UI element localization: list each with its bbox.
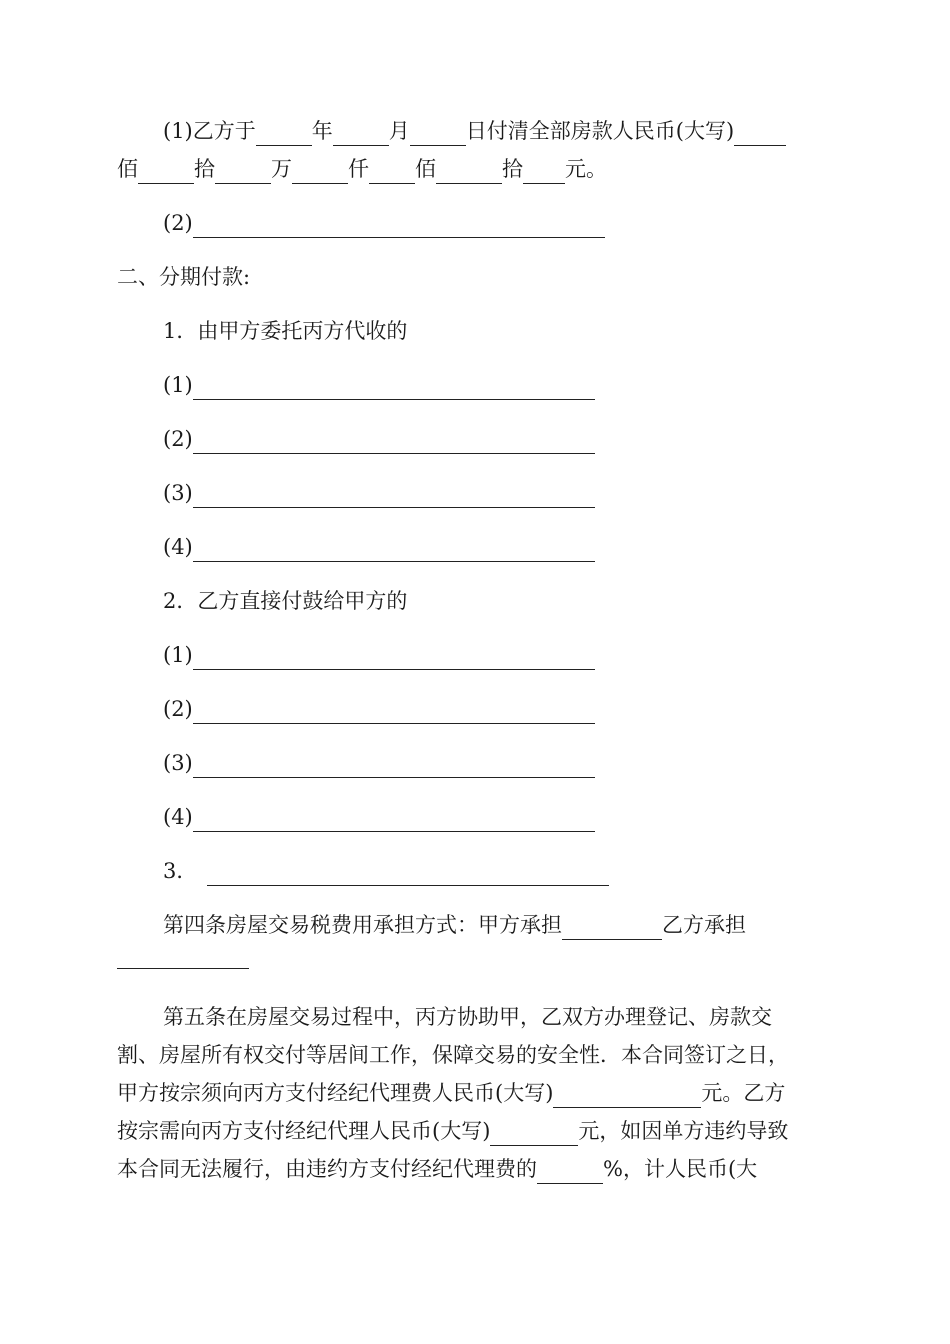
full-payment-prefix: (1)乙方于 [163, 119, 256, 143]
installment-sub3 [163, 856, 609, 886]
party-a-tax-blank[interactable] [562, 919, 662, 940]
sub1-item-2 [163, 424, 595, 454]
item-label: (4) [163, 535, 193, 559]
article-5-line-5 [117, 1154, 757, 1184]
unit-yuan: 元。 [565, 157, 607, 181]
installment-heading: 二、分期付款: [117, 265, 251, 289]
unit-qian: 仟 [348, 157, 369, 181]
article-5-line-4 [117, 1116, 788, 1146]
item-blank[interactable] [193, 703, 595, 724]
item-blank[interactable] [193, 541, 595, 562]
qian-blank[interactable] [369, 163, 415, 184]
sub2-item-3 [163, 748, 595, 778]
article-5-line-4-end: 元，如因单方违约导致 [578, 1119, 789, 1143]
article-5-line-4-text: 按宗需向丙方支付经纪代理人民币(大写) [117, 1119, 491, 1143]
item-blank[interactable] [207, 865, 609, 886]
item-label: (4) [163, 805, 193, 829]
sub2-item-1 [163, 640, 595, 670]
wan-blank[interactable] [292, 163, 348, 184]
item-label: (3) [163, 751, 193, 775]
article-5-line-3-end: 元。乙方 [701, 1081, 786, 1105]
item-label: (3) [163, 481, 193, 505]
amount-blank-1[interactable] [734, 125, 786, 146]
year-blank[interactable] [256, 125, 312, 146]
item-label: (2) [163, 211, 193, 235]
month-label: 月 [388, 119, 410, 143]
day-text: 日付清全部房款人民币(大写) [465, 119, 735, 143]
article-5-line-5-text: 本合同无法履行，由违约方支付经纪代理费的 [117, 1157, 537, 1181]
year-label: 年 [311, 119, 333, 143]
party-b-label: 乙方承担 [662, 913, 746, 937]
installment-sub2-title: 2．乙方直接付鼓给甲方的 [163, 589, 408, 613]
sub2-item-2 [163, 694, 595, 724]
item-blank[interactable] [193, 811, 595, 832]
party-b-tax-blank[interactable] [117, 948, 249, 969]
item-blank[interactable] [193, 649, 595, 670]
unit-shi-1: 拾 [194, 157, 215, 181]
article-5-line-3 [117, 1078, 785, 1108]
item-blank[interactable] [193, 757, 595, 778]
sub1-item-1 [163, 370, 595, 400]
item-blank[interactable] [193, 433, 595, 454]
bai-2-blank[interactable] [436, 163, 502, 184]
article-5-line-3-text: 甲方按宗须向丙方支付经纪代理费人民币(大写) [117, 1081, 554, 1105]
shi-1-blank[interactable] [215, 163, 271, 184]
item-blank[interactable] [193, 379, 595, 400]
article-4-text: 第四条房屋交易税费用承担方式：甲方承担 [163, 913, 562, 937]
full-payment-line-1 [163, 116, 786, 146]
unit-wan: 万 [271, 157, 292, 181]
sub1-item-4 [163, 532, 595, 562]
item-label: 3． [163, 859, 198, 883]
fee-a-blank[interactable] [553, 1087, 701, 1108]
item-blank[interactable] [193, 217, 605, 238]
item-label: (2) [163, 697, 193, 721]
article-5-line-1: 第五条在房屋交易过程中，丙方协助甲，乙双方办理登记、房款交 [163, 1005, 772, 1029]
article-4 [163, 910, 746, 940]
day-blank[interactable] [410, 125, 466, 146]
unit-shi-2: 拾 [502, 157, 523, 181]
percent-blank[interactable] [537, 1163, 603, 1184]
shi-2-blank[interactable] [523, 163, 565, 184]
sub2-item-4 [163, 802, 595, 832]
item-label: (2) [163, 427, 193, 451]
item-blank[interactable] [193, 487, 595, 508]
unit-bai-1: 佰 [117, 157, 138, 181]
full-payment-line-2 [117, 154, 607, 184]
article-4-continued [117, 948, 249, 969]
item-label: (1) [163, 373, 193, 397]
article-5-line-5-end: %，计人民币(大 [603, 1157, 758, 1181]
sub1-item-3 [163, 478, 595, 508]
fee-b-blank[interactable] [490, 1125, 578, 1146]
unit-bai-2: 佰 [415, 157, 436, 181]
item-label: (1) [163, 643, 193, 667]
bai-1-blank[interactable] [138, 163, 194, 184]
month-blank[interactable] [333, 125, 389, 146]
article-5-line-2: 割、房屋所有权交付等居间工作，保障交易的安全性．本合同签订之日， [117, 1043, 789, 1067]
full-payment-item-2 [163, 208, 605, 238]
installment-sub1-title: 1．由甲方委托丙方代收的 [163, 319, 408, 343]
